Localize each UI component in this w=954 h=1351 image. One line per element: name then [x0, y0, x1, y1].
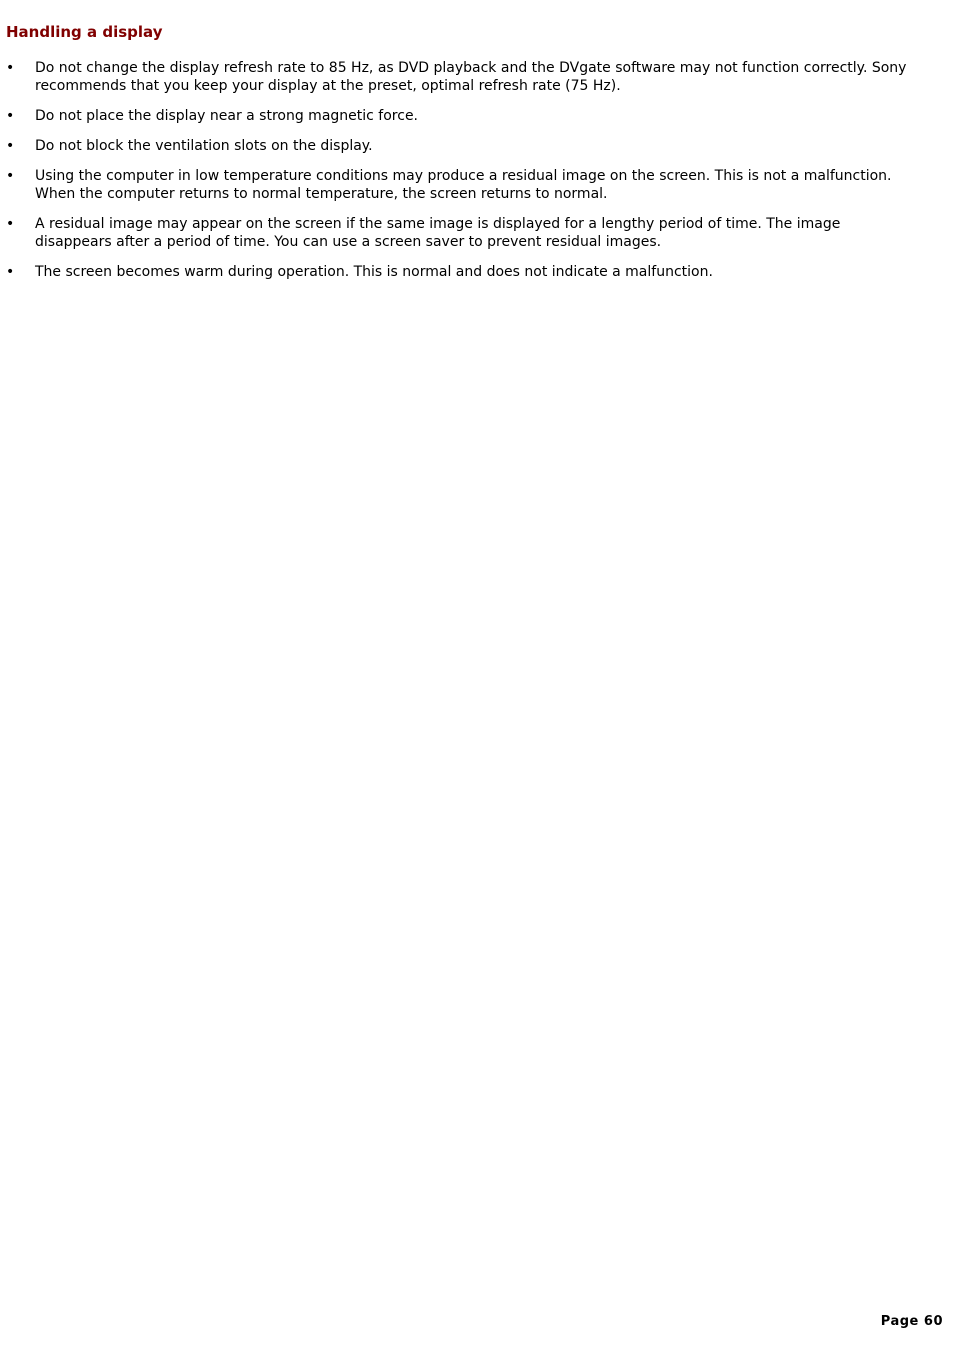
list-item-text: Do not block the ventilation slots on the display.	[35, 138, 373, 154]
list-item-text: The screen becomes warm during operation. This is normal and does not indicate a malfunction.	[35, 264, 713, 280]
bullet-icon: •	[6, 108, 15, 124]
list-item-text: Do not change the display refresh rate to 85 Hz, as DVD playback and the DVgate software may not function correctly. Sony recommends that you keep your display at the preset, optimal refresh rate (75 Hz).	[35, 60, 907, 94]
list-item	[0, 215, 920, 251]
bullet-list	[0, 59, 920, 293]
bullet-icon: •	[6, 138, 15, 154]
list-item-text: Do not place the display near a strong magnetic force.	[35, 108, 419, 124]
list-item	[0, 263, 920, 281]
bullet-icon: •	[6, 264, 15, 280]
list-item	[0, 59, 920, 95]
page-title: Handling a display	[6, 23, 163, 41]
bullet-icon: •	[6, 216, 15, 232]
page-number: Page 60	[880, 1314, 943, 1329]
list-item-text: Using the computer in low temperature conditions may produce a residual image on the screen. This is not a malfunction. When the computer returns to normal temperature, the screen returns to normal.	[35, 168, 892, 202]
list-item	[0, 137, 920, 155]
list-item	[0, 167, 920, 203]
bullet-icon: •	[6, 168, 15, 184]
list-item-text: A residual image may appear on the screen if the same image is displayed for a lengthy period of time. The image disappears after a period of time. You can use a screen saver to prevent residual images.	[35, 216, 841, 250]
list-item	[0, 107, 920, 125]
bullet-icon: •	[6, 60, 15, 76]
